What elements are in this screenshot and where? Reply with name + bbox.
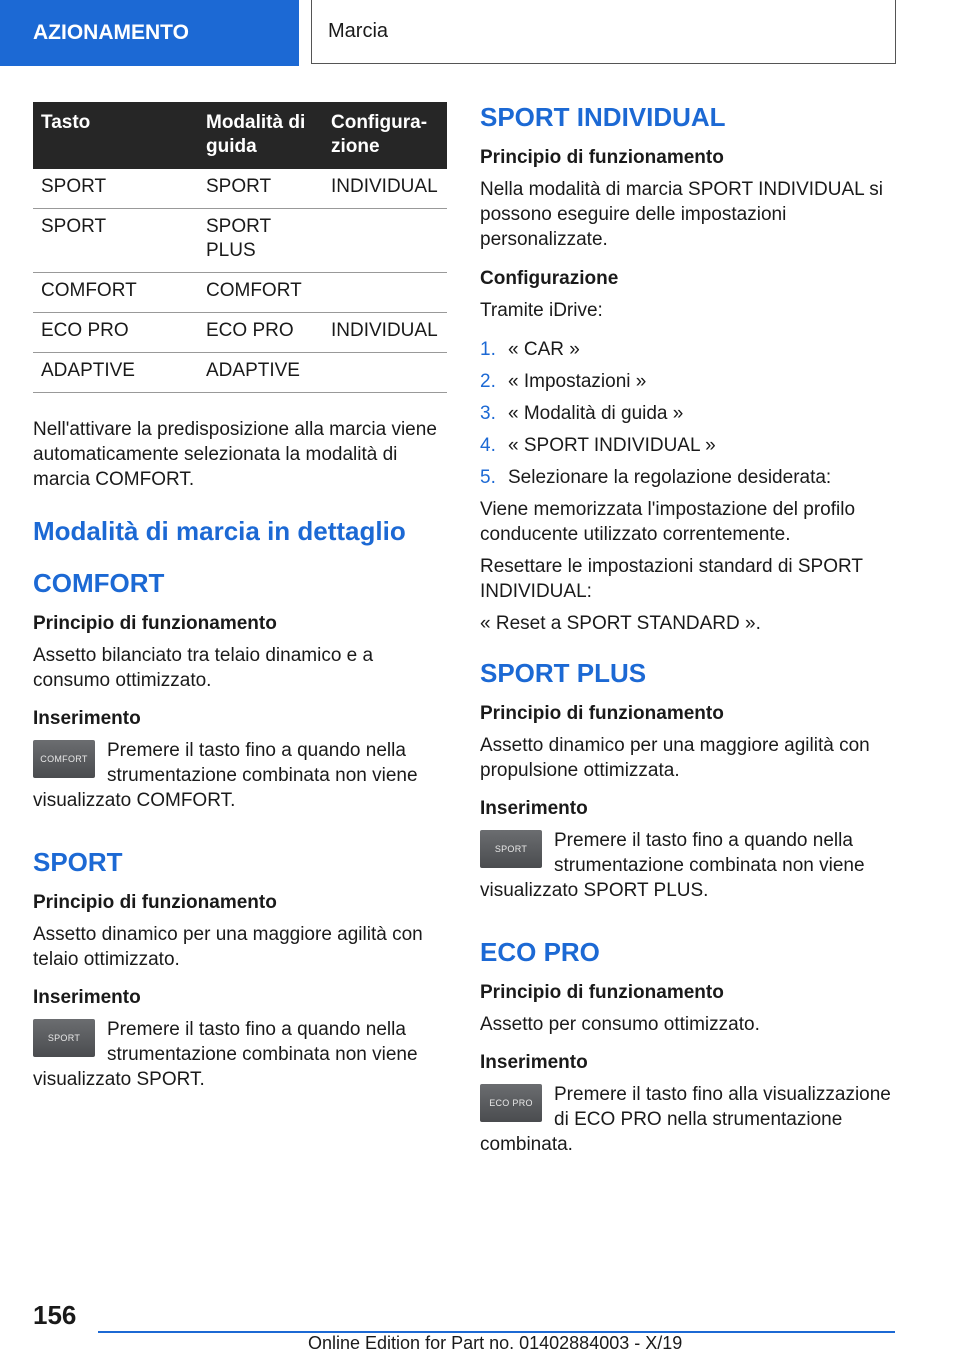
table-cell: COMFORT <box>33 273 198 313</box>
eco-pro-insert-text: Premere il tasto fino alla visualizzazione di ECO PRO nella strumentazione combinata. <box>480 1084 891 1155</box>
comfort-principle-text: Assetto bilanciato tra telaio dinamico e a consumo ottimizzato. <box>33 645 374 691</box>
page-header <box>0 0 960 66</box>
sport-individual-after-2: Resettare le impostazioni standard di SPORT INDIVIDUAL: <box>480 556 863 602</box>
list-item <box>480 465 894 490</box>
eco-pro-button-icon: ECO PRO <box>480 1084 542 1122</box>
step-number: 1. <box>480 339 496 360</box>
footer-edition: Online Edition for Part no. 01402884003 - X/19 <box>308 1333 683 1353</box>
sport-plus-button-icon: SPORT <box>480 830 542 868</box>
sport-individual-title: SPORT INDIVIDUAL <box>480 102 726 132</box>
table-cell: ADAPTIVE <box>33 353 198 393</box>
step-number: 2. <box>480 371 496 392</box>
table-cell: SPORT PLUS <box>198 209 323 273</box>
comfort-title: COMFORT <box>33 568 165 598</box>
sport-individual-after-3: « Reset a SPORT STANDARD ». <box>480 613 761 634</box>
sport-insert-block <box>33 1017 447 1092</box>
list-item <box>480 433 894 458</box>
comfort-insert-block <box>33 738 447 813</box>
table-cell: SPORT <box>33 169 198 209</box>
table-header-row <box>33 102 447 169</box>
comfort-principle-heading: Principio di funzionamento <box>33 613 277 634</box>
table-row <box>33 313 447 353</box>
table-cell <box>323 353 447 393</box>
modes-table <box>33 102 447 393</box>
sport-insert-heading: Inserimento <box>33 987 141 1008</box>
intro-paragraph: Nell'attivare la predisposizione alla marcia viene automaticamente selezionata la modalità di marcia COMFORT. <box>33 419 437 490</box>
sport-individual-config-intro: Tramite iDrive: <box>480 300 603 321</box>
table-header-cell: Tasto <box>33 102 198 169</box>
sport-insert-text: Premere il tasto fino a quando nella strumentazione combinata non viene visualizzato SPORT. <box>33 1019 418 1090</box>
table-cell: INDIVIDUAL <box>323 169 447 209</box>
table-cell <box>323 273 447 313</box>
eco-pro-insert-heading: Inserimento <box>480 1052 588 1073</box>
sport-plus-insert-block <box>480 828 894 903</box>
sport-button-icon: SPORT <box>33 1019 95 1057</box>
sport-individual-config-heading: Configurazione <box>480 268 619 289</box>
right-column <box>480 102 894 1157</box>
sport-plus-insert-heading: Inserimento <box>480 798 588 819</box>
comfort-insert-text: Premere il tasto fino a quando nella strumentazione combinata non viene visualizzato COMFORT. <box>33 740 418 811</box>
step-number: 5. <box>480 467 496 488</box>
sport-individual-after-1: Viene memorizzata l'impostazione del profilo conducente utilizzato correntemente. <box>480 499 856 545</box>
table-cell: INDIVIDUAL <box>323 313 447 353</box>
sport-title: SPORT <box>33 847 123 877</box>
table-row <box>33 169 447 209</box>
sport-plus-insert-text: Premere il tasto fino a quando nella strumentazione combinata non viene visualizzato SPORT PLUS. <box>480 830 865 901</box>
sport-individual-principle-heading: Principio di funzionamento <box>480 147 724 168</box>
step-number: 4. <box>480 435 496 456</box>
page-number: 156 <box>33 1300 77 1330</box>
left-column <box>33 102 447 1092</box>
comfort-button-icon: COMFORT <box>33 740 95 778</box>
step-text: Selezionare la regolazione desiderata: <box>508 467 832 488</box>
table-row <box>33 353 447 393</box>
chapter-title: Marcia <box>311 0 896 64</box>
list-item <box>480 337 894 362</box>
sport-plus-title: SPORT PLUS <box>480 658 647 688</box>
sport-principle-text: Assetto dinamico per una maggiore agilità con telaio ottimizzato. <box>33 924 423 970</box>
step-text: « SPORT INDIVIDUAL » <box>508 435 716 456</box>
sport-plus-principle-text: Assetto dinamico per una maggiore agilità con propulsione ottimizzata. <box>480 735 870 781</box>
table-row <box>33 209 447 273</box>
section-tab: AZIONAMENTO <box>0 0 299 66</box>
step-text: « Impostazioni » <box>508 371 647 392</box>
eco-pro-principle-text: Assetto per consumo ottimizzato. <box>480 1014 760 1035</box>
table-header-cell: Configura-zione <box>323 102 447 169</box>
table-cell: SPORT <box>198 169 323 209</box>
step-number: 3. <box>480 403 496 424</box>
table-row <box>33 273 447 313</box>
eco-pro-principle-heading: Principio di funzionamento <box>480 982 724 1003</box>
table-cell: ECO PRO <box>33 313 198 353</box>
config-steps-list <box>480 337 894 490</box>
list-item <box>480 369 894 394</box>
table-cell: ECO PRO <box>198 313 323 353</box>
eco-pro-title: ECO PRO <box>480 937 600 967</box>
sport-plus-principle-heading: Principio di funzionamento <box>480 703 724 724</box>
table-cell: SPORT <box>33 209 198 273</box>
table-cell <box>323 209 447 273</box>
table-cell: ADAPTIVE <box>198 353 323 393</box>
step-text: « CAR » <box>508 339 580 360</box>
sport-principle-heading: Principio di funzionamento <box>33 892 277 913</box>
sport-individual-principle-text: Nella modalità di marcia SPORT INDIVIDUAL si possono eseguire delle impostazioni personalizzate. <box>480 179 883 250</box>
eco-pro-insert-block <box>480 1082 894 1157</box>
table-header-cell: Modalità di guida <box>198 102 323 169</box>
section-title: Modalità di marcia in dettaglio <box>33 516 406 546</box>
step-text: « Modalità di guida » <box>508 403 684 424</box>
comfort-insert-heading: Inserimento <box>33 708 141 729</box>
table-cell: COMFORT <box>198 273 323 313</box>
list-item <box>480 401 894 426</box>
